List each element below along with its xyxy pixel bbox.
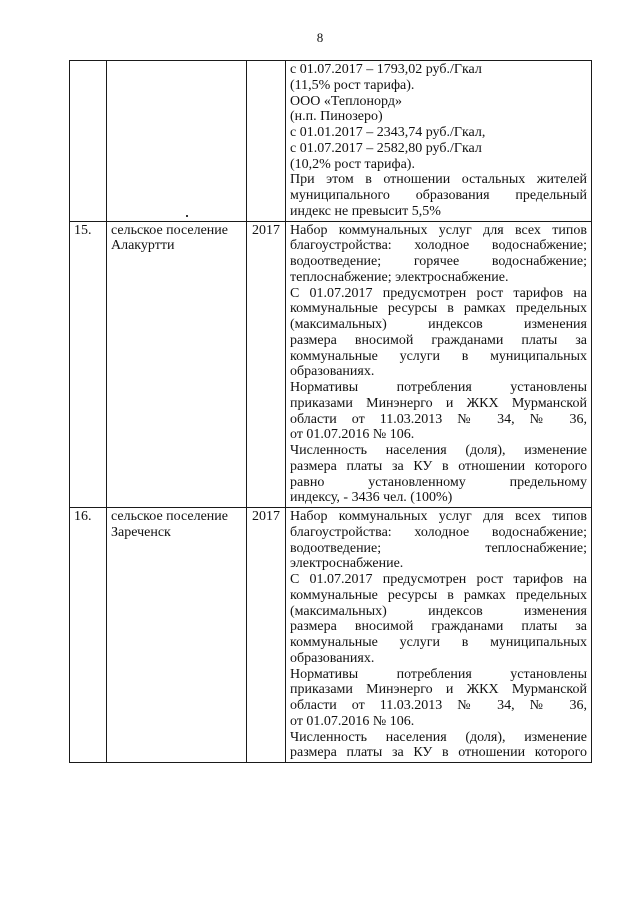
description-line: индексу, - 3436 чел. (100%) — [290, 490, 453, 506]
description-line: индекс не превысит 5,5% — [290, 203, 441, 219]
description-line: (11,5% рост тарифа). — [290, 77, 415, 93]
year-cell — [247, 61, 286, 222]
description-line: области от 11.03.2013 № 34, № 36, — [290, 698, 587, 713]
description — [286, 508, 592, 763]
description-line: теплоснабжение; электроснабжение. — [290, 269, 509, 285]
row-number: 15. — [70, 221, 107, 508]
description-line: Численность населения (доля), изменение — [290, 729, 587, 745]
description-line: ООО «Теплонорд» — [290, 93, 402, 109]
description-line: муниципального образования предельный — [290, 188, 587, 203]
description-line: от 01.07.2016 № 106. — [290, 713, 415, 729]
row-number-cell — [70, 61, 107, 222]
scan-speck — [186, 215, 188, 217]
settlement-name: сельское поселение Зареченск — [107, 508, 247, 763]
year: 2017 — [247, 508, 286, 763]
description-line: размера вносимой гражданами платы за — [290, 332, 587, 348]
description-line: коммунальные услуги в муниципальных — [290, 348, 587, 364]
description-line: водоотведение; теплоснабжение; — [290, 540, 587, 556]
page-number: 8 — [316, 30, 324, 45]
description-line: приказами Минэнерго и ЖКХ Мурманской — [290, 682, 587, 698]
description-line: Численность населения (доля), изменение — [290, 443, 587, 458]
description-line: С 01.07.2017 предусмотрен рост тарифов на — [290, 572, 587, 587]
description-line: образованиях. — [290, 364, 375, 380]
description-line: Набор коммунальных услуг для всех типов — [290, 222, 587, 238]
description-line: размера платы за КУ в отношении которого — [290, 745, 587, 761]
year: 2017 — [247, 221, 286, 508]
description-line: коммунальные услуги в муниципальных — [290, 635, 587, 650]
description-line: (максимальных) индексов изменения — [290, 317, 587, 332]
description-line: благоустройства: холодное водоснабжение; — [290, 238, 587, 254]
description-line: Набор коммунальных услуг для всех типов — [290, 509, 587, 524]
description-line: При этом в отношении остальных жителей — [290, 172, 587, 188]
table-row-16 — [70, 508, 592, 763]
description-line: (н.п. Пинозеро) — [290, 109, 383, 125]
row-number: 16. — [70, 508, 107, 763]
description-line: Нормативы потребления установлены — [290, 666, 587, 682]
description-line: от 01.07.2016 № 106. — [290, 427, 415, 443]
description — [286, 221, 592, 508]
description-line: С 01.07.2017 предусмотрен рост тарифов на — [290, 285, 587, 301]
description-line: размера вносимой гражданами платы за — [290, 619, 587, 635]
description-line: (максимальных) индексов изменения — [290, 603, 587, 619]
settlement-name: сельское поселение Алакуртти — [107, 221, 247, 508]
description-cell — [286, 61, 592, 222]
description-line: с 01.01.2017 – 2343,74 руб./Гкал, — [290, 125, 486, 140]
table-row-15 — [70, 221, 592, 508]
description-line: области от 11.03.2013 № 34, № 36, — [290, 411, 587, 427]
description-line: с 01.07.2017 – 2582,80 руб./Гкал — [290, 140, 482, 156]
description-line: коммунальные ресурсы в рамках предельных — [290, 587, 587, 603]
tariff-table — [69, 60, 592, 763]
description-line: с 01.07.2017 – 1793,02 руб./Гкал — [290, 62, 482, 77]
description-line: приказами Минэнерго и ЖКХ Мурманской — [290, 395, 587, 411]
table-row-continued — [70, 61, 592, 222]
settlement-name-cell — [107, 61, 247, 222]
description-line: образованиях. — [290, 650, 375, 666]
description-line: электроснабжение. — [290, 556, 404, 572]
description-line: Нормативы потребления установлены — [290, 380, 587, 395]
description-line: коммунальные ресурсы в рамках предельных — [290, 301, 587, 317]
description-line: водоотведение; горячее водоснабжение; — [290, 254, 587, 269]
description-line: размера платы за КУ в отношении которого — [290, 458, 587, 474]
description-line: (10,2% рост тарифа). — [290, 156, 415, 172]
description-line: равно установленному предельному — [290, 474, 587, 490]
description-line: благоустройства: холодное водоснабжение; — [290, 524, 587, 540]
